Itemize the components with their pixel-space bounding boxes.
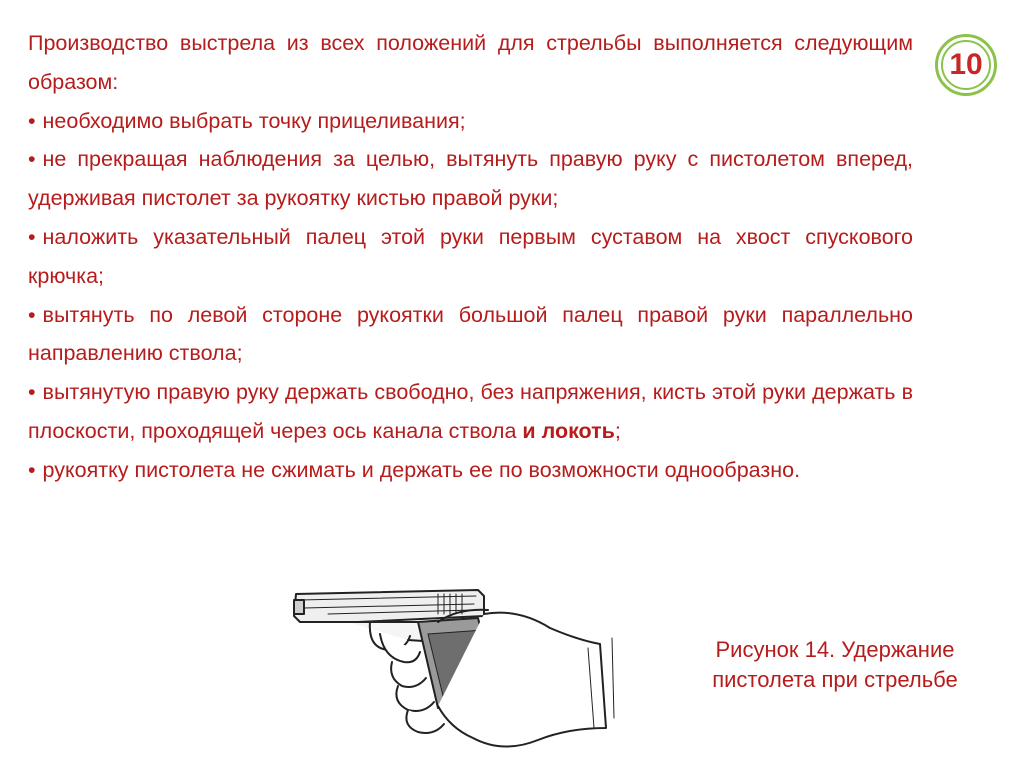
bullet-mark: • (28, 224, 36, 249)
pistol-in-hand-illustration (288, 578, 618, 758)
bullet-tail: ; (614, 418, 621, 443)
bullet-bold-text: и локоть (522, 418, 615, 443)
bullet-item (28, 451, 913, 490)
slide-text (28, 24, 913, 490)
bullet-mark: • (28, 302, 36, 327)
bullet-text: наложить указательный палец этой руки первым суставом на хвост спускового крючка; (28, 224, 913, 288)
bullet-item (28, 296, 913, 374)
page-number: 10 (941, 40, 991, 90)
bullet-item (28, 102, 913, 141)
bullet-text: рукоятку пистолета не сжимать и держать ее по возможности однообразно. (42, 457, 801, 482)
bullet-mark: • (28, 380, 36, 405)
bullet-text: вытянутую правую руку держать свободно, без напряжения, кисть этой руки держать в плоскости, проходящей через ось канала ствола (28, 380, 913, 443)
bullet-mark: • (28, 108, 36, 133)
bullet-text: не прекращая наблюдения за целью, вытянуть правую руку с пистолетом вперед, удерживая пистолет за рукоятку кистью правой руки; (28, 147, 913, 211)
bullet-text: необходимо выбрать точку прицеливания; (42, 108, 466, 133)
caption-line-2: пистолета при стрельбе (712, 667, 958, 692)
bullet-item (28, 373, 913, 451)
pistol-hand-icon (288, 578, 618, 758)
bullet-mark: • (28, 147, 36, 172)
bullet-item (28, 218, 913, 296)
bullet-item (28, 140, 913, 218)
figure-caption (670, 635, 1000, 695)
page-number-badge (935, 34, 997, 96)
caption-line-1: Рисунок 14. Удержание (715, 637, 955, 662)
bullet-mark: • (28, 457, 36, 482)
bullet-text: вытянуть по левой стороне рукоятки большой палец правой руки параллельно направлению ствола; (28, 302, 913, 366)
intro-paragraph: Производство выстрела из всех положений для стрельбы выполняется следующим образом: (28, 31, 913, 94)
